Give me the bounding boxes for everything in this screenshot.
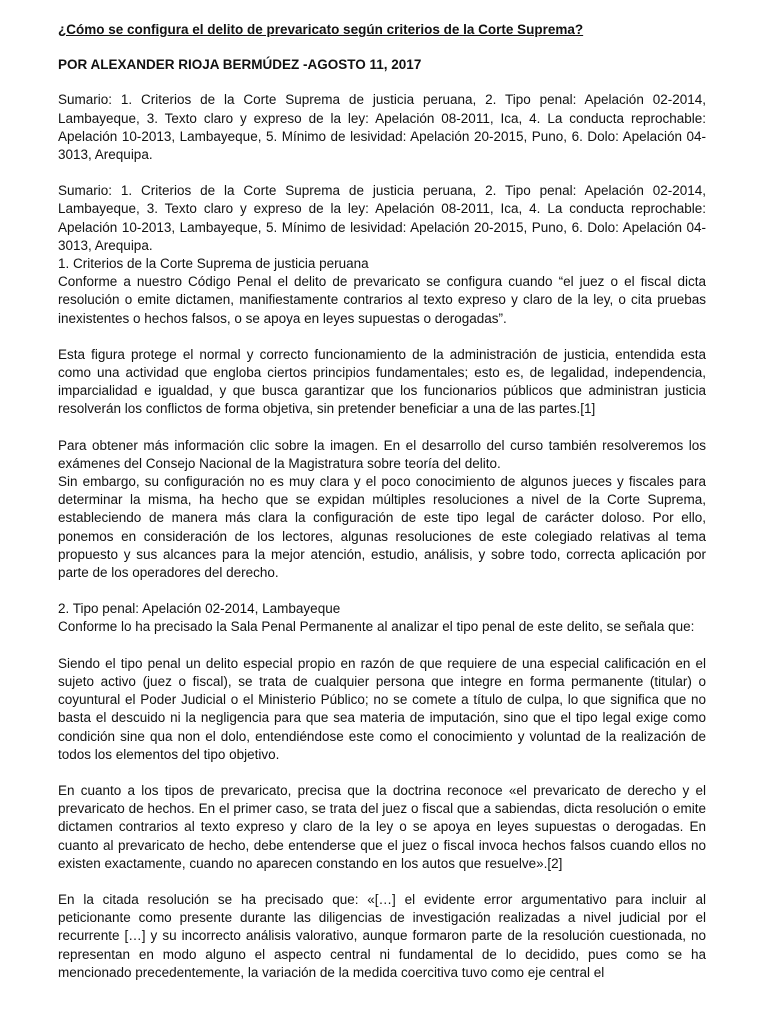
body-paragraph: En la citada resolución se ha precisado que: «[…] el evidente error argumentativo para incluir al peticionante como presente durante las diligencias de investigación realizadas a nivel judicial por el recurrente […] y su incorrecto análisis valorativo, aunque formaron parte de la resolución cuestionada, no representan en modo alguno el aspecto central ni fundamental de lo decidido, pues como se ha mencionado precedentemente, la variación de la medida coercitiva tuvo como eje central el (58, 891, 706, 980)
body-paragraph: Siendo el tipo penal un delito especial propio en razón de que requiere de una especial calificación en el sujeto activo (juez o fiscal), se trata de cualquier persona que integre en forma permanente (titular) o coyuntural el Poder Judicial o el Ministerio Público; no se comete a título de culpa, lo que significa que no basta el descuido ni la negligencia para que sea materia de imputación, sino que el tipo legal exige como condición sine qua non el dolo, entendiéndose este como el conocimiento y voluntad de la realización de todos los elementos del tipo objetivo. (58, 655, 706, 762)
body-paragraph: Esta figura protege el normal y correcto funcionamiento de la administración de justicia, entendida esta como una actividad que engloba ciertos principios fundamentales; esto es, de legalidad, independencia, imparcialidad e igualdad, y que busca garantizar que los funcionarios públicos que administran justicia resolverán los conflictos de forma objetiva, sin pretender beneficiar a una de las partes.[1] (58, 346, 706, 417)
body-paragraph: En cuanto a los tipos de prevaricato, precisa que la doctrina reconoce «el prevaricato de derecho y el prevaricato de hechos. En el primer caso, se trata del juez o fiscal que a sabiendas, dicta resolución o emite dictamen contrarios al texto expreso y claro de la ley o se apoya en leyes supuestas o derogadas. En cuanto al prevaricato de hecho, debe entenderse que el juez o fiscal invoca hechos falsos cuando ellos no existen exactamente, cuando no aparecen constando en los autos que resuelve».[2] (58, 782, 706, 871)
author-date-line: POR ALEXANDER RIOJA BERMÚDEZ -AGOSTO 11, 2017 (58, 57, 422, 73)
document-body (58, 21, 706, 982)
section-1-heading: 1. Criterios de la Corte Suprema de justicia peruana (58, 256, 369, 272)
summary-paragraph-repeat: Sumario: 1. Criterios de la Corte Suprema de justicia peruana, 2. Tipo penal: Apelación 02-2014, Lambayeque, 3. Texto claro y expreso de la ley: Apelación 08-2011, Ica, 4. La conducta reprochable: Apelación 10-2013, Lambayeque, 5. Mínimo de lesividad: Apelación 20-2015, Puno, 6. Dolo: Apelación 04-3013, Arequipa. (58, 183, 706, 253)
body-paragraph: Sin embargo, su configuración no es muy clara y el poco conocimiento de algunos jueces y fiscales para determinar la misma, ha hecho que se expidan múltiples resoluciones a nivel de la Corte Suprema, estableciendo de manera más clara la configuración de este tipo legal de carácter doloso. Por ello, ponemos en consideración de los lectores, algunas resoluciones de este colegiado relativas al tema propuesto y sus alcances para la mejor atención, estudio, análisis, y sobre todo, correcta aplicación por parte de los operadores del derecho. (58, 474, 706, 581)
body-paragraph: Conforme lo ha precisado la Sala Penal Permanente al analizar el tipo penal de este delito, se señala que: (58, 619, 695, 635)
body-paragraph: Para obtener más información clic sobre la imagen. En el desarrollo del curso también resolveremos los exámenes del Consejo Nacional de la Magistratura sobre teoría del delito. (58, 437, 706, 471)
document-title: ¿Cómo se configura el delito de prevaricato según criterios de la Corte Suprema? (58, 22, 584, 37)
summary-paragraph: Sumario: 1. Criterios de la Corte Suprema de justicia peruana, 2. Tipo penal: Apelación 02-2014, Lambayeque, 3. Texto claro y expreso de la ley: Apelación 08-2011, Ica, 4. La conducta reprochable: Apelación 10-2013, Lambayeque, 5. Mínimo de lesividad: Apelación 20-2015, Puno, 6. Dolo: Apelación 04-3013, Arequipa. (58, 92, 706, 163)
body-paragraph: Conforme a nuestro Código Penal el delito de prevaricato se configura cuando “el juez o el fiscal dicta resolución o emite dictamen, manifiestamente contrarios al texto expreso y claro de la ley, o cita pruebas inexistentes o hechos falsos, o se apoya en leyes supuestas o derogadas”. (58, 274, 706, 326)
section-2-heading: 2. Tipo penal: Apelación 02-2014, Lambayeque (58, 601, 341, 617)
